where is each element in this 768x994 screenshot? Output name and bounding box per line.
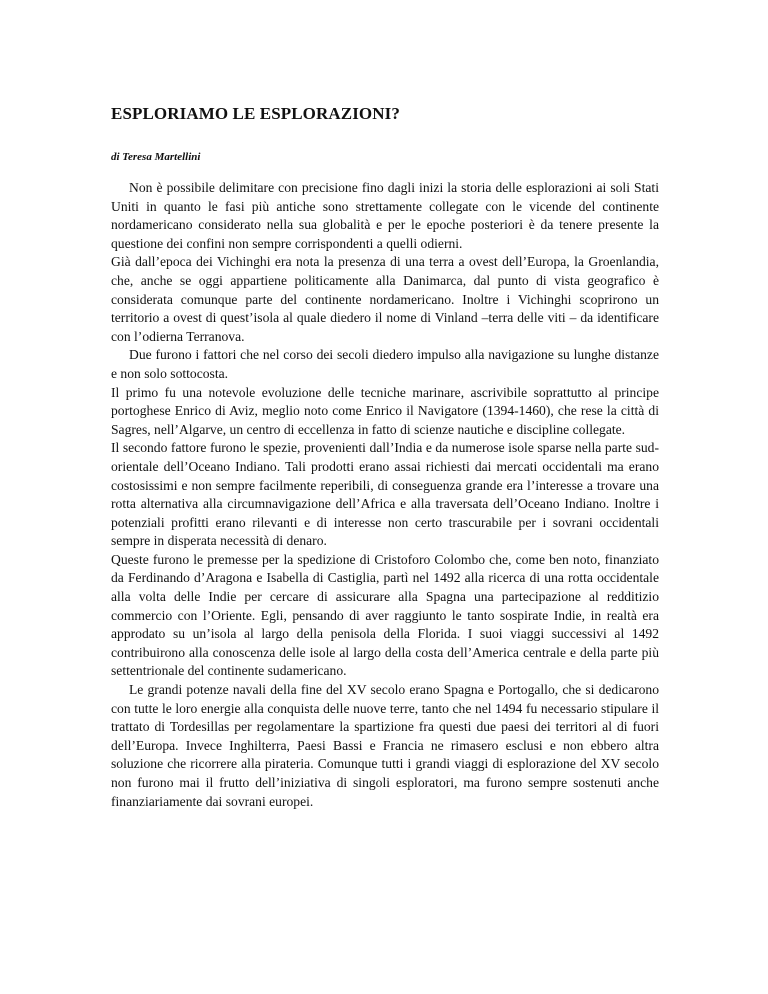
- paragraph-4: Il primo fu una notevole evoluzione delle tecniche marinare, ascrivibile soprattutto al principe portoghese Enrico di Aviz, meglio noto come Enrico il Navigatore (1394-1460), che rese la città di Sagres, nell’Algarve, un centro di eccellenza in fatto di scienze nautiche e discipline collegate.: [111, 384, 659, 437]
- article-body: [111, 179, 659, 811]
- author-byline: di Teresa Martellini: [111, 151, 201, 163]
- paragraph-6: Queste furono le premesse per la spedizione di Cristoforo Colombo che, come ben noto, finanziato da Ferdinando d’Aragona e Isabella di Castiglia, partì nel 1492 alla ricerca di una rotta occidentale alla volta delle Indie per cercare di assicurare alla Spagna una partecipazione al redditizio commercio con l’Oriente. Egli, pensando di aver raggiunto le tanto sospirate Indie, in realtà era approdato su un’isola al largo della penisola della Florida. I suoi viaggi successivi al 1492 contribuirono alla conoscenza delle isole al largo della costa dell’America centrale e della parte più settentrionale del continente sudamericano.: [111, 551, 659, 679]
- paragraph-7: Le grandi potenze navali della fine del XV secolo erano Spagna e Portogallo, che si dedicarono con tutte le loro energie alla conquista delle nuove terre, tanto che nel 1494 fu necessario stipulare il trattato di Tordesillas per regolamentare la spartizione fra questi due paesi dei territori al di fuori dell’Europa. Invece Inghilterra, Paesi Bassi e Francia ne rimasero esclusi e non ebbero altra soluzione che ricorrere alla pirateria. Comunque tutti i grandi viaggi di esplorazione del XV secolo non furono mai il frutto dell’iniziativa di singoli esploratori, ma furono sempre sostenuti anche finanziariamente dai sovrani europei.: [111, 682, 659, 809]
- paragraph-5: Il secondo fattore furono le spezie, provenienti dall’India e da numerose isole sparse nella parte sud-orientale dell’Oceano Indiano. Tali prodotti erano assai richiesti dai mercati occidentali ma erano costosissimi e non sempre facilmente reperibili, di conseguenza grande era l’interesse a trovare una rotta alternativa alla circumnavigazione dell’Africa e alla traversata dell’Oceano Indiano. Inoltre i potenziali profitti erano rilevanti e di interesse non certo trascurabile per i sovrani occidentali sempre in disperata necessità di denaro.: [111, 440, 659, 549]
- document-title: ESPLORIAMO LE ESPLORAZIONI?: [111, 104, 400, 123]
- paragraph-3: Due furono i fattori che nel corso dei secoli diedero impulso alla navigazione su lunghe distanze e non solo sottocosta.: [111, 347, 659, 381]
- paragraph-1: Non è possibile delimitare con precisione fino dagli inizi la storia delle esplorazioni ai soli Stati Uniti in quanto le fasi più antiche sono strettamente collegate con le vicende del continente nordamericano considerato nella sua globalità e per le epoche posteriori è da tenere presente la questione dei confini non sempre corrispondenti a quelli odierni.: [111, 180, 659, 251]
- paragraph-2: Già dall’epoca dei Vichinghi era nota la presenza di una terra a ovest dell’Europa, la Groenlandia, che, anche se oggi appartiene politicamente alla Danimarca, dal punto di vista geografico è considerata comunque parte del continente nordamericano. Inoltre i Vichinghi scoprirono un territorio a ovest di quest’isola al quale diedero il nome di Vinland –terra delle viti – da identificare con l’odierna Terranova.: [111, 254, 659, 344]
